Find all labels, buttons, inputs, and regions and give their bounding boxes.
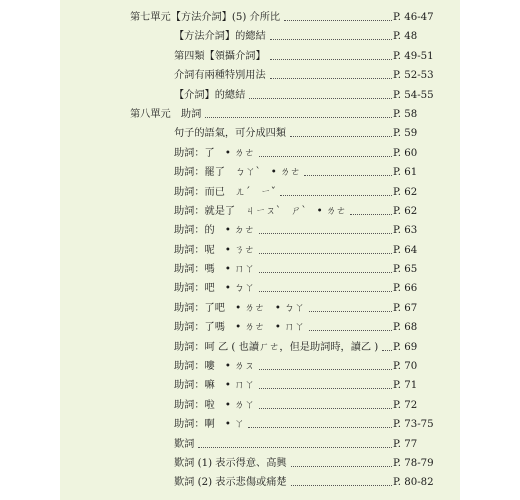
toc-entry[interactable] [60, 473, 460, 492]
toc-entry[interactable] [60, 415, 460, 434]
toc-leader-dots [270, 58, 392, 60]
toc-entry-page: P. 58 [393, 108, 418, 120]
toc-entry-page: P. 65 [393, 264, 418, 276]
toc-leader-dots [205, 116, 392, 118]
toc-leader-dots [270, 77, 392, 79]
toc-entry-label: 助詞：呢 • ㄋㄜ [174, 244, 255, 256]
toc-entry-label: 助詞：啦 • ㄌㄚ [174, 399, 255, 411]
toc-entry-page: P. 61 [393, 167, 418, 179]
toc-entry[interactable] [60, 202, 460, 221]
toc-entry-page: P. 54-55 [393, 89, 434, 101]
toc-entry-page: P. 63 [393, 225, 418, 237]
toc-entry[interactable] [60, 124, 460, 143]
table-of-contents [60, 8, 460, 493]
toc-leader-dots [259, 407, 392, 409]
toc-entry-label: 助詞：吧 • ㄅㄚ [174, 283, 255, 295]
toc-entry-page: P. 80-82 [393, 477, 434, 489]
toc-leader-dots [309, 310, 392, 312]
toc-leader-dots [350, 213, 392, 215]
toc-entry[interactable] [60, 338, 460, 357]
toc-leader-dots [290, 135, 392, 137]
toc-entry[interactable] [60, 241, 460, 260]
toc-entry-page: P. 69 [393, 341, 418, 353]
toc-entry-label: 助詞：嗎 • ㄇㄚ [174, 264, 255, 276]
toc-leader-dots [280, 194, 392, 196]
toc-entry-label: 【方法介詞】的總結 [174, 31, 266, 43]
toc-entry-label: 歎詞 (1) 表示得意、高興 [174, 457, 287, 469]
toc-entry[interactable] [60, 396, 460, 415]
toc-leader-dots [309, 329, 392, 331]
toc-leader-dots [291, 465, 392, 467]
toc-entry-page: P. 62 [393, 205, 418, 217]
toc-entry[interactable] [60, 221, 460, 240]
toc-entry-label: 助詞：而已 ㄦˊ ㄧˇ [174, 186, 276, 198]
toc-leader-dots [270, 38, 392, 40]
toc-entry-page: P. 67 [393, 302, 418, 314]
toc-leader-dots [259, 368, 392, 370]
toc-leader-dots [259, 252, 392, 254]
toc-entry[interactable] [60, 454, 460, 473]
toc-entry[interactable] [60, 86, 460, 105]
document-page [60, 0, 460, 500]
toc-entry-label: 助詞：罷了 ㄅㄚˋ • ㄌㄜ [174, 167, 301, 179]
toc-entry[interactable] [60, 163, 460, 182]
toc-entry-label: 句子的語氣，可分成四類 [174, 128, 287, 140]
toc-entry-label: 助詞：呵 乙 ( 也讀ㄏㄜ，但是助詞時，讀乙 ) [174, 341, 379, 353]
toc-entry-label: 助詞：啊 • ㄚ [174, 419, 245, 431]
toc-entry[interactable] [60, 47, 460, 66]
toc-entry-label: 助詞：了吧 • ㄌㄜ • ㄅㄚ [174, 302, 305, 314]
toc-entry[interactable] [60, 183, 460, 202]
toc-entry[interactable] [60, 27, 460, 46]
toc-entry-label: 第四類【領攝介詞】 [174, 50, 266, 62]
toc-entry[interactable] [60, 144, 460, 163]
toc-leader-dots [304, 174, 392, 176]
toc-entry-page: P. 62 [393, 186, 418, 198]
toc-entry-label: 助詞：了嗎 • ㄌㄜ • ㄇㄚ [174, 322, 305, 334]
toc-entry[interactable] [60, 357, 460, 376]
toc-entry[interactable] [60, 8, 460, 27]
toc-entry[interactable] [60, 299, 460, 318]
toc-leader-dots [198, 446, 392, 448]
toc-entry-label: 第八單元 助詞 [130, 108, 202, 120]
toc-entry-page: P. 59 [393, 128, 418, 140]
toc-leader-dots [259, 290, 392, 292]
toc-leader-dots [249, 97, 392, 99]
toc-entry-page: P. 64 [393, 244, 418, 256]
toc-entry-label: 助詞：了 • ㄌㄜ [174, 147, 255, 159]
toc-entry-label: 助詞：嘍 • ㄌㄡ [174, 361, 255, 373]
toc-entry-page: P. 48 [393, 31, 418, 43]
toc-leader-dots [259, 155, 392, 157]
toc-entry-label: 歎詞 (2) 表示悲傷或痛楚 [174, 477, 287, 489]
toc-entry-page: P. 68 [393, 322, 418, 334]
toc-entry-page: P. 66 [393, 283, 418, 295]
toc-entry[interactable] [60, 318, 460, 337]
toc-entry-page: P. 72 [393, 399, 418, 411]
toc-leader-dots [259, 232, 392, 234]
toc-leader-dots [248, 426, 392, 428]
toc-entry-label: 歎詞 [174, 438, 195, 450]
toc-entry-page: P. 78-79 [393, 457, 434, 469]
toc-entry-page: P. 49-51 [393, 50, 434, 62]
toc-entry-label: 助詞：的 • ㄉㄜ [174, 225, 255, 237]
toc-entry-page: P. 73-75 [393, 419, 434, 431]
toc-entry-page: P. 71 [393, 380, 418, 392]
toc-leader-dots [291, 484, 392, 486]
toc-entry-label: 助詞：嘛 • ㄇㄚ [174, 380, 255, 392]
toc-leader-dots [259, 387, 392, 389]
toc-leader-dots [382, 349, 392, 351]
toc-entry-page: P. 77 [393, 438, 418, 450]
toc-entry[interactable] [60, 435, 460, 454]
toc-entry-label: 第七單元【方法介詞】(5) 介所比 [130, 12, 281, 23]
toc-entry[interactable] [60, 260, 460, 279]
toc-entry-label: 介詞有兩種特別用法 [174, 70, 266, 82]
toc-entry[interactable] [60, 279, 460, 298]
toc-entry-label: 【介詞】的總結 [174, 89, 246, 101]
toc-entry[interactable] [60, 376, 460, 395]
toc-entry[interactable] [60, 105, 460, 124]
toc-leader-dots [259, 271, 392, 273]
toc-leader-dots [284, 19, 392, 21]
toc-entry-page: P. 60 [393, 147, 418, 159]
toc-entry-page: P. 52-53 [393, 70, 434, 82]
toc-entry-page: P. 70 [393, 361, 418, 373]
toc-entry[interactable] [60, 66, 460, 85]
toc-entry-page: P. 46-47 [393, 12, 434, 23]
toc-entry-label: 助詞：就是了 ㄐㄧㄡˋ ㄕˋ • ㄌㄜ [174, 205, 347, 217]
